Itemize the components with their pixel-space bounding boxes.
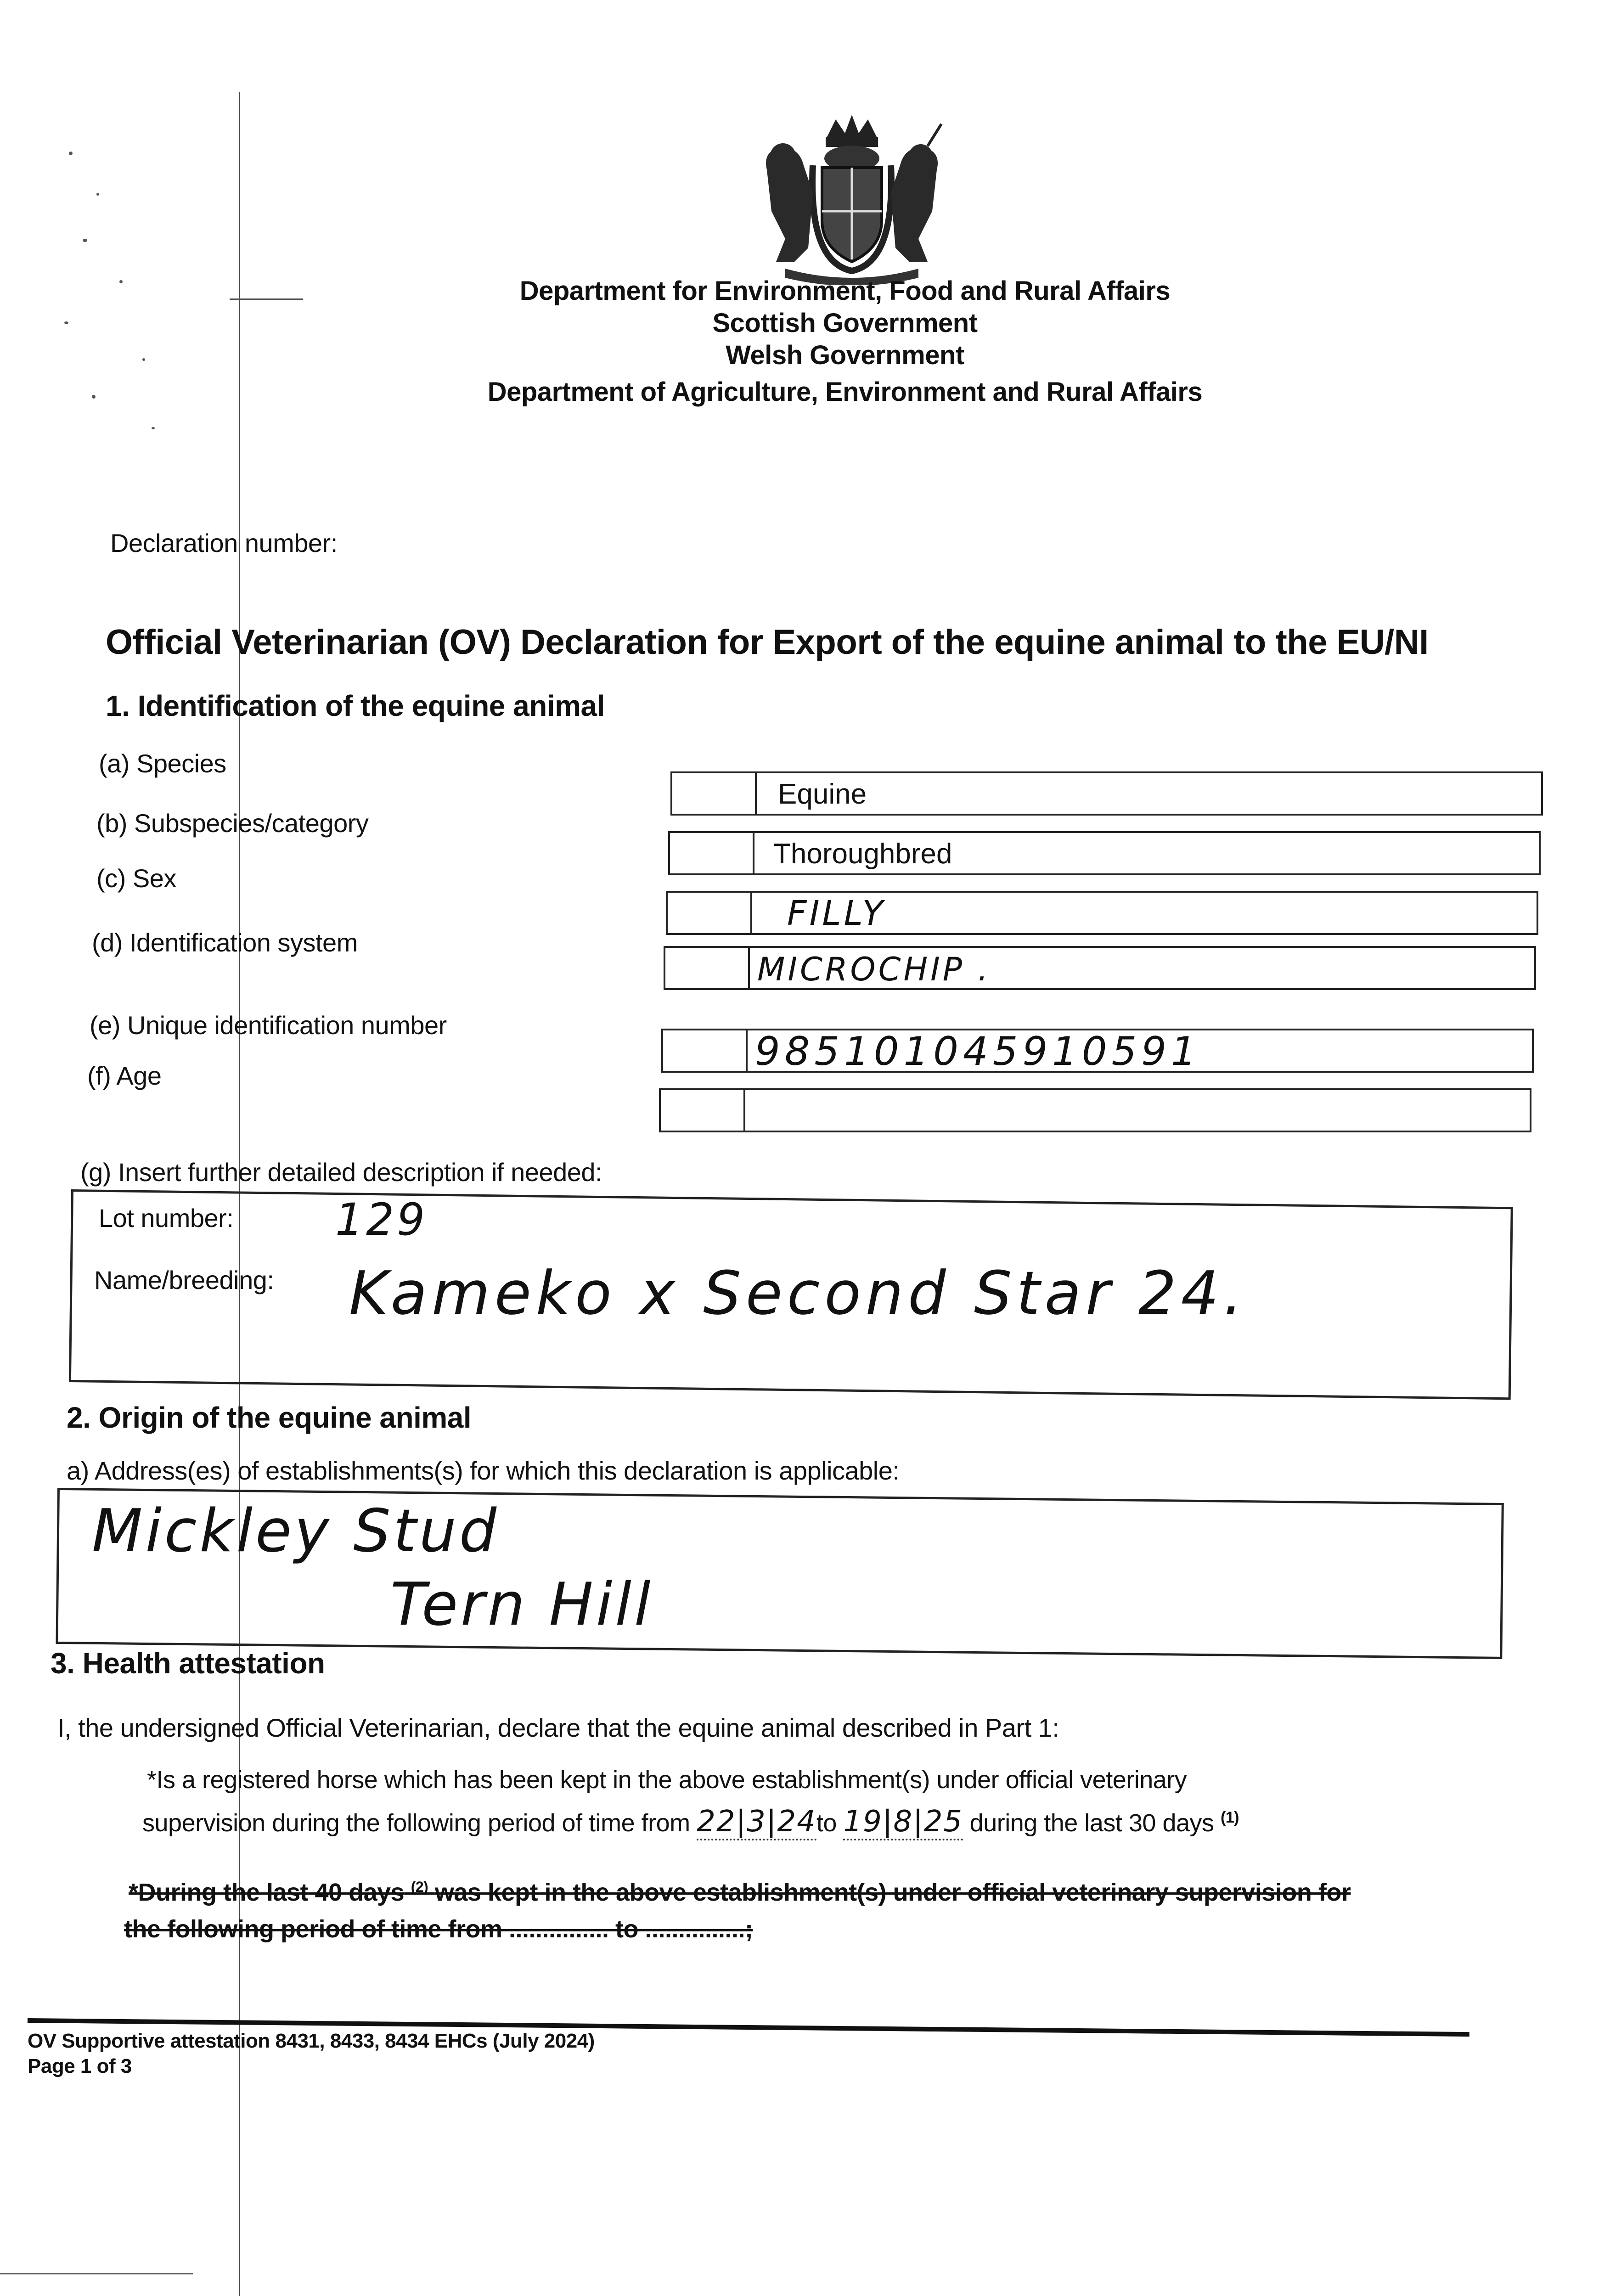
footnote-1-marker: (1) [1221,1809,1239,1826]
attestation-para2-text-a: *During the last 40 days [129,1879,405,1906]
department-defra: Department for Environment, Food and Rural Affairs [519,276,1171,306]
sex-value: FILLY [787,894,886,933]
field-label-age: (f) Age [87,1061,162,1090]
name-breeding-value: Kameko x Second Star 24. [349,1258,1247,1328]
field-label-sex: (c) Sex [96,864,176,893]
section1-heading: 1. Identification of the equine animal [106,689,605,722]
subspecies-field [668,831,1541,875]
lot-number-label: Lot number: [99,1204,234,1232]
footer-attestation-reference: OV Supportive attestation 8431, 8433, 8434 EHCs (July 2024) [28,2030,595,2052]
scan-speck [142,358,145,361]
name-breeding-label: Name/breeding: [94,1266,274,1294]
species-field [670,771,1543,816]
attestation-para2-line2: the following period of time from ............... to ...............; [124,1915,753,1943]
date-to-value: 19|8|25 [843,1805,963,1840]
attestation-para2-line1 [129,1878,1351,1907]
department-daera: Department of Agriculture, Environment and Rural Affairs [487,377,1203,407]
bottom-scan-mark [0,2273,193,2274]
unique-id-field [661,1029,1534,1073]
subspecies-value: Thoroughbred [773,838,952,870]
field-label-species: (a) Species [99,749,226,778]
scan-speck [96,193,99,196]
field-label-identification-system: (d) Identification system [92,928,358,957]
further-description-label: (g) Insert further detailed description if needed: [80,1158,602,1187]
address-line-2: Tern Hill [390,1570,653,1639]
species-value: Equine [778,778,867,810]
to-word: to [816,1809,837,1837]
field-label-unique-id: (e) Unique identification number [90,1011,447,1040]
unique-id-value: 985101045910591 [755,1029,1201,1075]
attestation-para1-line2 [142,1805,1239,1839]
coat-of-arms-emblem [744,110,960,285]
scan-speck [83,239,87,242]
scan-mark [230,298,303,300]
attestation-para1-text-a: supervision during the following period of time from [142,1809,690,1837]
attestation-para1-text-b: during the last 30 days [969,1809,1214,1837]
field-label-subspecies: (b) Subspecies/category [96,809,369,838]
footnote-2-marker: (2) [411,1879,428,1895]
attestation-para1-line1: *Is a registered horse which has been kept in the above establishment(s) under official veterinary [147,1766,1187,1794]
department-scottish-government: Scottish Government [712,308,978,338]
identification-system-field [664,946,1536,990]
section2-heading: 2. Origin of the equine animal [67,1401,472,1434]
sex-field [666,891,1538,935]
department-welsh-government: Welsh Government [726,340,964,370]
document-title: Official Veterinarian (OV) Declaration for Export of the equine animal to the EU/NI [106,623,1429,662]
attestation-para2-text-b: was kept in the above establishment(s) under official veterinary supervision for [434,1879,1351,1906]
scan-speck [152,427,155,429]
scan-speck [64,321,68,324]
scan-speck [92,395,96,399]
declaration-number-label: Declaration number: [110,529,338,557]
section3-heading: 3. Health attestation [51,1647,325,1680]
footer-page-number: Page 1 of 3 [28,2055,132,2077]
scan-speck [119,280,123,283]
address-label: a) Address(es) of establishments(s) for which this declaration is applicable: [67,1456,900,1485]
identification-system-value: MICROCHIP . [757,951,991,988]
attestation-intro: I, the undersigned Official Veterinarian, declare that the equine animal described in Part 1: [57,1713,1059,1742]
scan-speck [69,152,73,155]
address-line-1: Mickley Stud [92,1497,500,1565]
date-from-value: 22|3|24 [697,1805,816,1840]
lot-number-value: 129 [335,1194,428,1245]
age-field [659,1088,1531,1132]
